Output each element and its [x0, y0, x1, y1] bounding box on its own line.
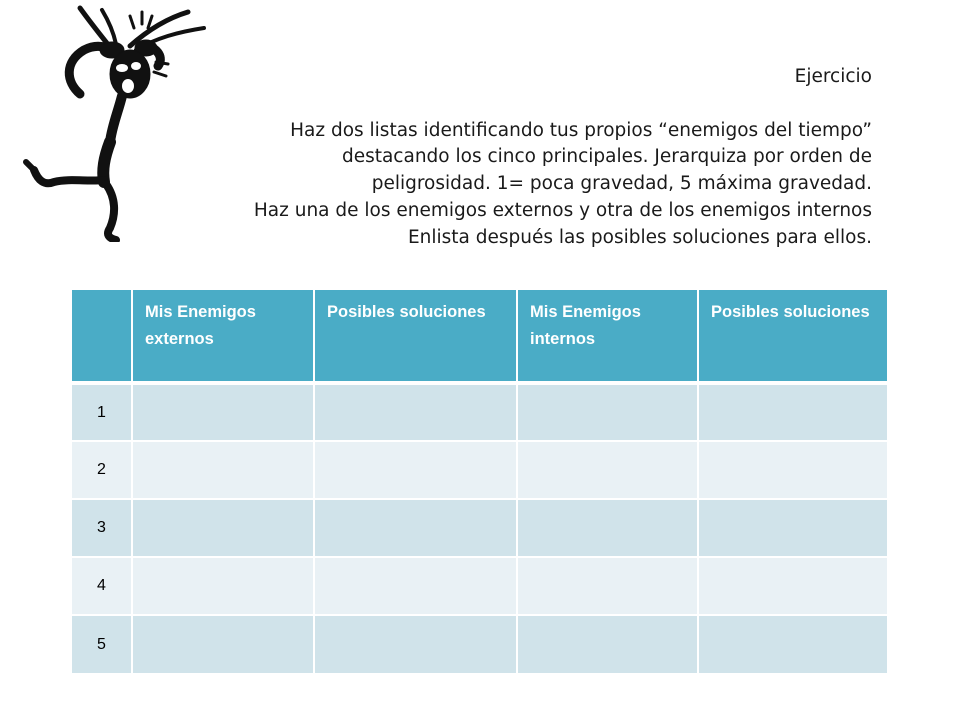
external-enemy-cell[interactable]	[132, 383, 314, 441]
header-internal-solutions: Posibles soluciones	[698, 290, 887, 383]
table-row	[72, 441, 887, 499]
internal-enemy-cell[interactable]	[517, 499, 698, 557]
rank-cell: 3	[72, 499, 132, 557]
table-header-row	[72, 290, 887, 383]
external-enemy-cell[interactable]	[132, 557, 314, 615]
external-enemy-cell[interactable]	[132, 441, 314, 499]
internal-enemy-cell[interactable]	[517, 557, 698, 615]
instruction-line: Haz una de los enemigos externos y otra de los enemigos internos	[253, 199, 872, 221]
internal-solution-cell[interactable]	[698, 383, 887, 441]
internal-solution-cell[interactable]	[698, 499, 887, 557]
external-enemy-cell[interactable]	[132, 615, 314, 673]
external-solution-cell[interactable]	[314, 383, 517, 441]
rank-cell: 4	[72, 557, 132, 615]
exercise-title: Ejercicio	[794, 66, 872, 87]
rank-cell: 1	[72, 383, 132, 441]
exercise-instructions	[112, 64, 872, 252]
instruction-line: peligrosidad. 1= poca gravedad, 5 máxima gravedad.	[371, 173, 872, 195]
external-solution-cell[interactable]	[314, 615, 517, 673]
internal-enemy-cell[interactable]	[517, 383, 698, 441]
external-solution-cell[interactable]	[314, 499, 517, 557]
table-row	[72, 557, 887, 615]
instruction-line: destacando los cinco principales. Jerarquiza por orden de	[341, 146, 872, 168]
header-external-solutions: Posibles soluciones	[314, 290, 517, 383]
rank-cell: 2	[72, 441, 132, 499]
internal-solution-cell[interactable]	[698, 615, 887, 673]
instruction-line: Enlista después las posibles soluciones para ellos.	[407, 226, 872, 248]
internal-enemy-cell[interactable]	[517, 615, 698, 673]
external-solution-cell[interactable]	[314, 441, 517, 499]
internal-enemy-cell[interactable]	[517, 441, 698, 499]
rank-cell: 5	[72, 615, 132, 673]
header-rank	[72, 290, 132, 383]
internal-solution-cell[interactable]	[698, 441, 887, 499]
enemies-worksheet-table	[72, 290, 887, 673]
internal-solution-cell[interactable]	[698, 557, 887, 615]
table-row	[72, 615, 887, 673]
external-enemy-cell[interactable]	[132, 499, 314, 557]
external-solution-cell[interactable]	[314, 557, 517, 615]
table-row	[72, 499, 887, 557]
instruction-line: Haz dos listas identificando tus propios “enemigos del tiempo”	[290, 119, 872, 141]
header-internal-enemies: Mis Enemigos internos	[517, 290, 698, 383]
table-row	[72, 383, 887, 441]
header-external-enemies: Mis Enemigos externos	[132, 290, 314, 383]
